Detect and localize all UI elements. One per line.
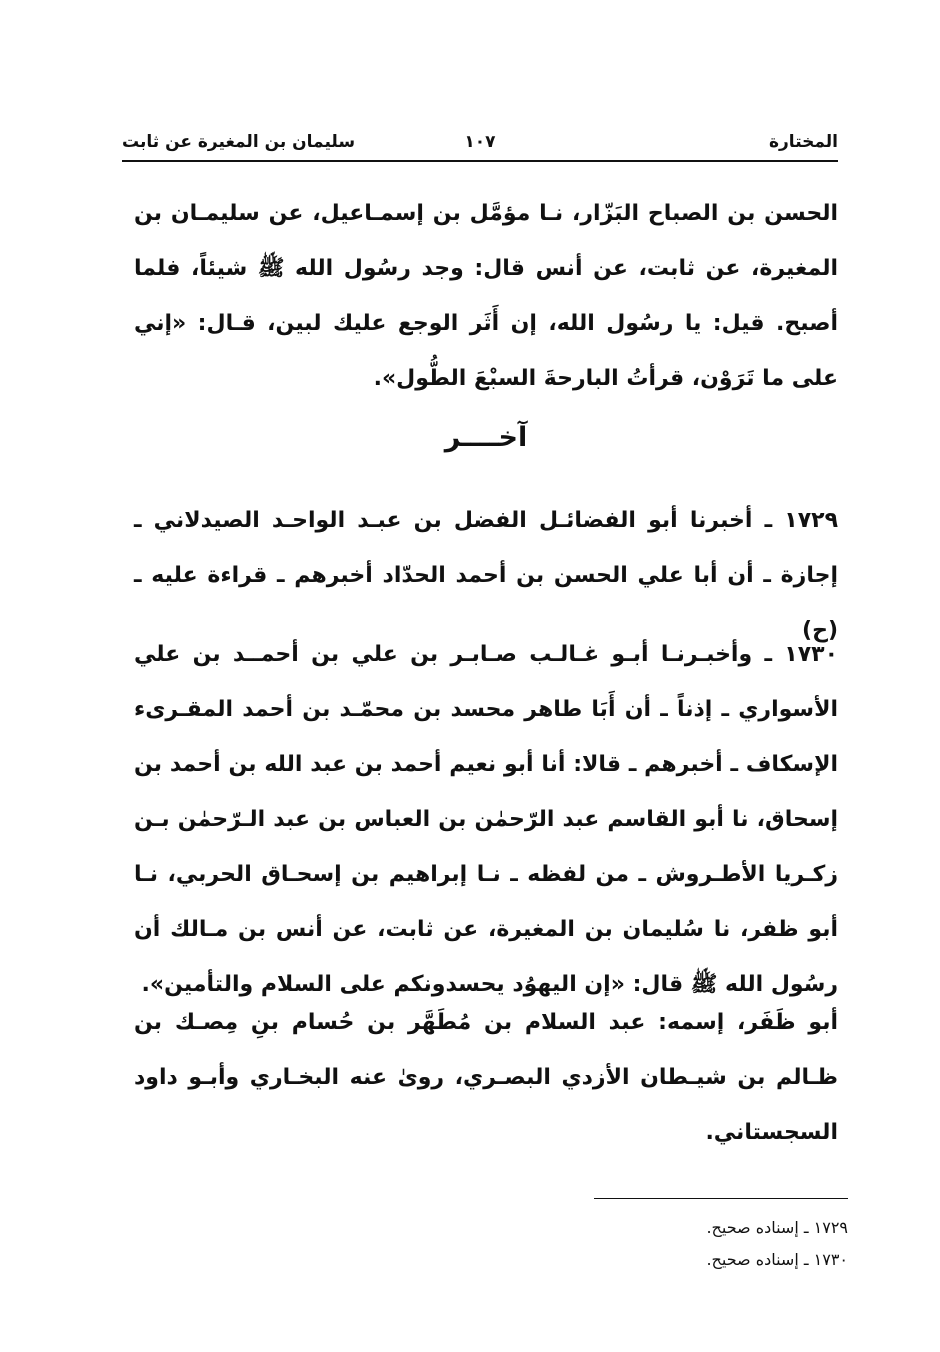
footnote-1729: ١٧٢٩ ـ إسناده صحيح. bbox=[706, 1218, 848, 1237]
book-title: المختارة bbox=[768, 132, 838, 152]
footnotes bbox=[500, 1212, 848, 1276]
section-title: آخــــر bbox=[444, 422, 528, 453]
chapter-title: سليمان بن المغيرة عن ثابت bbox=[122, 132, 356, 152]
paragraph-hadith-1729: ١٧٢٩ ـ أخبرنا أبو الفضائـل الفضل بن عبـد الواحـد الصيدلاني ـ إجازة ـ أن أبا علي الحسن بن أحمد الحدّاد أخبرهم ـ قراءة عليه ـ (ح) bbox=[134, 508, 838, 643]
header-rule bbox=[122, 160, 838, 162]
running-header bbox=[122, 126, 838, 162]
page-number: ١٠٧ bbox=[464, 132, 496, 152]
paragraph-narrator-note: أبو ظَفَر، إسمه: عبد السلام بن مُطَهَّر بن حُسام بنِ مِصـك بن ظـالم بن شيـطان الأزدي البصـري، روىٰ عنه البخـاري وأبـو داود السجستاني. bbox=[134, 1010, 838, 1145]
paragraph-hadith-continuation: الحسن بن الصباح البَزّار، نـا مؤمَّل بن إسمـاعيل، عن سليمـان بن المغيرة، عن ثابت، عن أنس قال: وجد رسُول الله ﷺ شيئاً، فلما أصبح. قيل: يا رسُول الله، إن أَثَر الوجع عليك لبين، قـال: «إني على ما تَرَوْن، قرأتُ البارحةَ السبْعَ الطُّول». bbox=[134, 201, 838, 391]
footnote-rule bbox=[594, 1198, 848, 1199]
footnote-1730: ١٧٣٠ ـ إسناده صحيح. bbox=[706, 1250, 848, 1269]
paragraph-hadith-1730: ١٧٣٠ ـ وأخبـرنـا أبـو غـالـب صـابـر بن علي بن أحمــد بن علي الأسواري ـ إذناً ـ أن أَبَا طاهر محسد بن محمّـد بن أحمد المقـرىء الإسكاف ـ أخبرهم ـ قالا: أنا أبو نعيم أحمد بن عبد الله بن أحمد بن إسحاق، نا أبو القاسم عبد الرّحمٰن بن العباس بن عبد الـرّحمٰن بـن زكـريا الأطـروش ـ من لفظه ـ نـا إبراهيم بن إسحـاق الحربي، نـا أبو ظفر، نا سُليمان بن المغيرة، عن ثابت، عن أنس بن مـالك أن رسُول الله ﷺ قال: «إن اليهوُد يحسدونكم على السلام والتأمين». bbox=[134, 642, 838, 997]
